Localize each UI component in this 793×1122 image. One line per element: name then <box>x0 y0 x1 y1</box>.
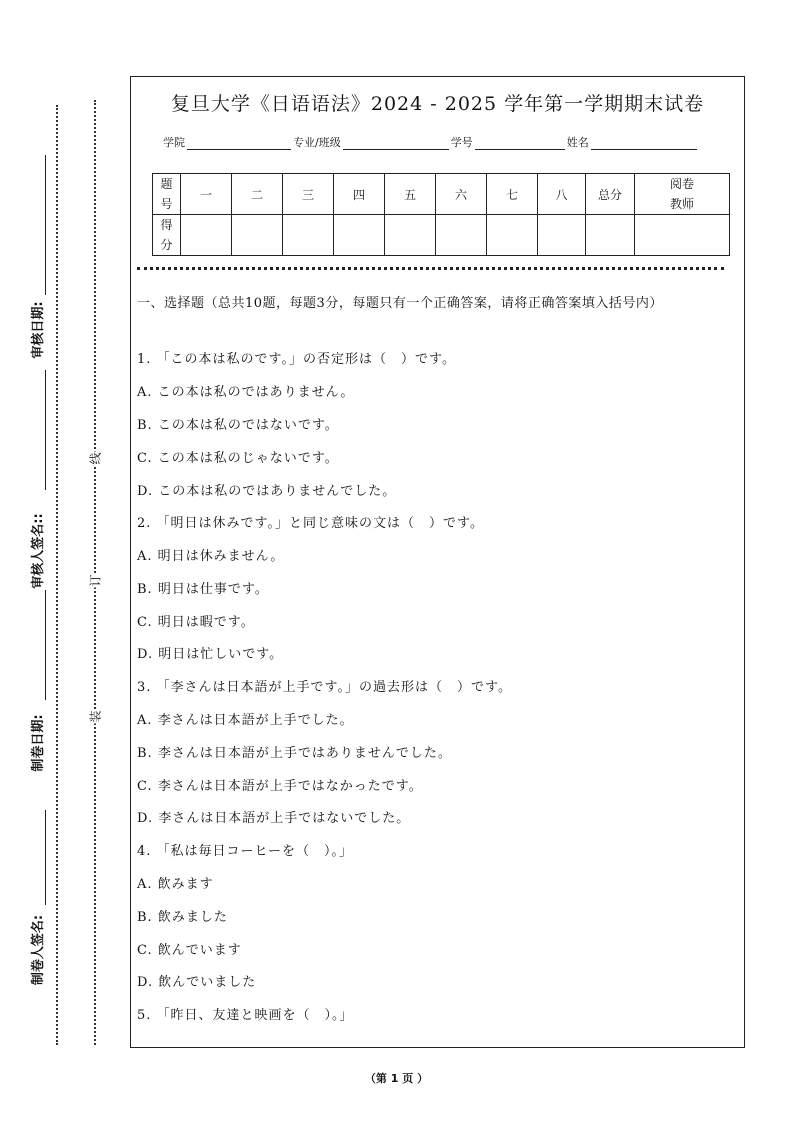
question-number-label: 题 号 <box>153 174 181 215</box>
option-line: A. 明日は休みません。 <box>137 549 285 564</box>
exam-date-label: 制卷日期: <box>31 714 46 772</box>
col-5: 五 <box>385 174 436 215</box>
question-line: 1. 「この本は私のです。」の否定形は（ ）です。 <box>137 352 456 367</box>
score-cell[interactable] <box>334 215 385 256</box>
binding-margin <box>0 0 125 1122</box>
binding-char-order: 订 <box>88 574 103 587</box>
option-line: B. 明日は仕事です。 <box>137 582 269 597</box>
option-line: D. 飲んでいました <box>137 975 257 990</box>
score-header-row <box>153 174 730 215</box>
question-line: 5. 「昨日、友達と映画を（ ）。」 <box>137 1008 354 1023</box>
option-line: D. 明日は忙しいです。 <box>137 647 284 662</box>
option-line: C. 李さんは日本語が上手ではなかったです。 <box>137 779 423 794</box>
question-line: 4. 「私は毎日コーヒーを（ ）。」 <box>137 844 354 859</box>
dotted-separator <box>137 267 724 270</box>
question-line: 2. 「明日は休みです。」と同じ意味の文は（ ）です。 <box>137 516 484 531</box>
score-cell[interactable] <box>436 215 487 256</box>
option-line: C. この本は私のじゃないです。 <box>137 451 339 466</box>
binding-char-bind: 装 <box>88 710 103 723</box>
col-1: 一 <box>181 174 232 215</box>
col-8: 八 <box>538 174 586 215</box>
score-cell[interactable] <box>385 215 436 256</box>
reviewer-cell[interactable] <box>635 215 730 256</box>
major-blank[interactable] <box>343 137 449 150</box>
col-7: 七 <box>487 174 538 215</box>
option-line: B. 李さんは日本語が上手ではありませんでした。 <box>137 746 452 761</box>
score-table <box>152 173 730 256</box>
score-cell[interactable] <box>586 215 635 256</box>
option-line: D. この本は私のではありませんでした。 <box>137 484 397 499</box>
student-info-row <box>163 134 699 150</box>
exam-frame <box>130 76 745 1048</box>
reviewer-label: 阅卷 教师 <box>635 174 730 215</box>
score-cell[interactable] <box>181 215 232 256</box>
option-line: A. 飲みます <box>137 877 214 892</box>
option-line: D. 李さんは日本語が上手ではないでした。 <box>137 811 411 826</box>
col-3: 三 <box>283 174 334 215</box>
score-cell[interactable] <box>487 215 538 256</box>
score-cell[interactable] <box>232 215 283 256</box>
maker-signature-label: 制卷人签名: <box>31 914 46 986</box>
option-line: C. 飲んでいます <box>137 943 242 958</box>
option-line: A. 李さんは日本語が上手でした。 <box>137 713 354 728</box>
question-line: 3. 「李さんは日本語が上手です。」の過去形は（ ）です。 <box>137 680 512 695</box>
option-line: A. この本は私のではありません。 <box>137 385 355 400</box>
signature-dotted-line <box>56 105 58 1045</box>
score-value-row <box>153 215 730 256</box>
name-label: 姓名 <box>566 136 589 149</box>
major-label: 专业/班级 <box>293 136 341 149</box>
section-heading: 一、选择题（总共10题，每题3分，每题只有一个正确答案，请将正确答案填入括号内） <box>137 296 663 311</box>
score-cell[interactable] <box>538 215 586 256</box>
col-2: 二 <box>232 174 283 215</box>
name-blank[interactable] <box>591 137 697 150</box>
student-id-blank[interactable] <box>475 137 565 150</box>
page-number: （第 1 页 ） <box>364 1072 429 1085</box>
option-line: B. 飲みました <box>137 910 228 925</box>
option-line: B. この本は私のではないです。 <box>137 418 339 433</box>
col-6: 六 <box>436 174 487 215</box>
col-4: 四 <box>334 174 385 215</box>
col-total: 总分 <box>586 174 635 215</box>
college-blank[interactable] <box>187 137 291 150</box>
option-line: C. 明日は暇です。 <box>137 615 255 630</box>
score-cell[interactable] <box>283 215 334 256</box>
reviewer-signature-label: 审核人签名:: <box>31 513 46 589</box>
review-date-label: 审核日期: <box>31 301 46 359</box>
score-label: 得 分 <box>153 215 181 256</box>
binding-dotted-line <box>94 100 96 1045</box>
student-id-label: 学号 <box>450 136 473 149</box>
exam-title: 复旦大学《日语语法》2024 - 2025 学年第一学期期末试卷 <box>170 93 705 115</box>
college-label: 学院 <box>163 136 185 149</box>
binding-char-line: 线 <box>88 452 103 465</box>
